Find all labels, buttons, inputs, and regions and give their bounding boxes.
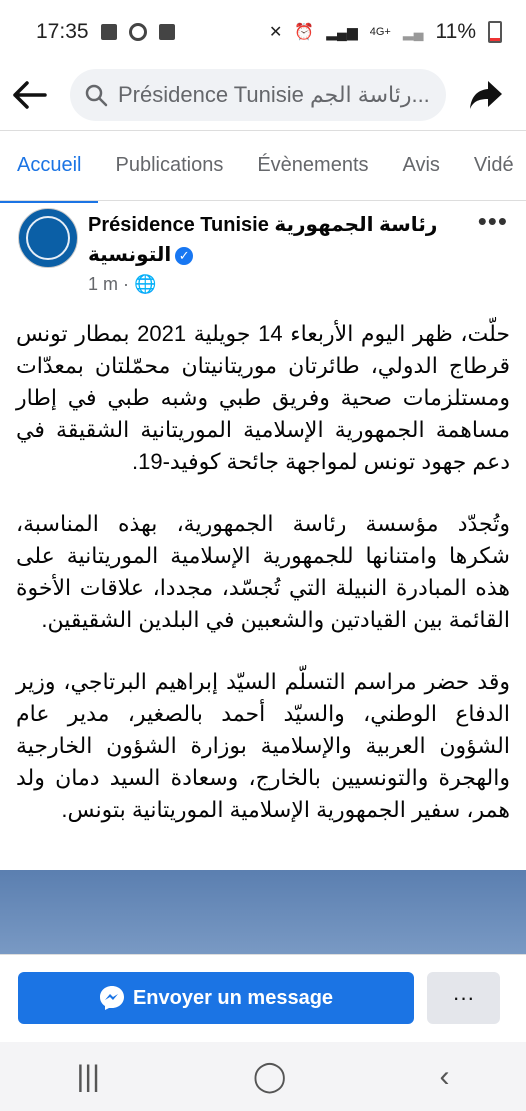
page-name-line2: التونسية xyxy=(88,244,172,266)
back-arrow-icon[interactable] xyxy=(0,81,60,109)
post-paragraph: حلّت، ظهر اليوم الأربعاء 14 جويلية 2021 بمطار تونس قرطاج الدولي، طائرتان موريتانيتان محمّلتان بمعدّات ومستلزمات صحية وفريق طبي وشبه طبي في إطار مساهمة الجمهورية الإسلامية الموريتانية الشقيقة في دعم جهود تونس لمواجهة جائحة كوفيد-19. xyxy=(16,321,510,474)
search-input[interactable] xyxy=(70,69,446,121)
send-message-label: Envoyer un message xyxy=(132,986,334,1009)
gallery-icon xyxy=(101,24,117,40)
signal2-icon: ▂▄ xyxy=(402,23,424,40)
post-header xyxy=(18,206,508,306)
action-footer xyxy=(0,954,526,1043)
post-paragraph: وقد حضر مراسم التسلّم السيّد إبراهيم البرتاجي، وزير الدفاع الوطني، والسيّد أحمد بالصغير، مدير عام الشؤون العربية والإسلامية بوزارة الشؤون الخارجية والهجرة والتونسيين بالخارج، وسعادة السيد دمان ولد همر، سفير الجمهورية الإسلامية الموريتانية بتونس. xyxy=(16,669,510,822)
search-text: Présidence Tunisie رئاسة الجم... xyxy=(118,82,430,107)
post-meta: 1 m · 🌐 xyxy=(88,274,157,294)
system-nav-bar xyxy=(0,1042,526,1111)
home-icon[interactable]: ◯ xyxy=(252,1060,287,1093)
status-time: 17:35 xyxy=(36,20,89,43)
share-icon[interactable] xyxy=(446,79,526,111)
avatar[interactable] xyxy=(18,208,78,268)
signal-icon: ▂▄▆ xyxy=(326,23,358,40)
battery-icon xyxy=(488,21,502,43)
post-paragraph: وتُجدّد مؤسسة رئاسة الجمهورية، بهذه المناسبة، شكرها وامتنانها للجمهورية الإسلامية الموريتانية على هذه المبادرة النبيلة التي تُجسّد، مجددا، علاقات الأخوة القائمة بين القيادتين والشعبين في البلدين الشقيقين. xyxy=(16,511,510,632)
app-notification-icon xyxy=(159,24,175,40)
page-tabs xyxy=(0,140,526,200)
seal-logo xyxy=(26,216,70,260)
tab-publications[interactable]: Publications xyxy=(115,154,224,176)
mute-icon: ✕ xyxy=(268,24,283,41)
tabs-divider xyxy=(0,200,526,201)
recent-apps-icon[interactable]: ||| xyxy=(76,1059,100,1093)
tab-videos[interactable]: Vidé xyxy=(473,154,514,176)
search-icon xyxy=(84,83,108,107)
tab-evenements[interactable]: Évènements xyxy=(257,154,369,176)
post-photo[interactable] xyxy=(0,870,526,960)
network-type: 4G+ xyxy=(369,26,391,38)
header-divider xyxy=(0,130,526,131)
status-bar xyxy=(0,0,526,64)
back-nav-icon[interactable]: ‹ xyxy=(439,1059,450,1093)
messenger-icon xyxy=(99,985,125,1011)
post-options-icon[interactable]: ••• xyxy=(477,206,508,236)
page-name-line1: Présidence Tunisie رئاسة الجمهورية xyxy=(88,214,438,236)
top-bar xyxy=(0,64,526,126)
battery-level: 11% xyxy=(435,20,476,43)
post-time: 1 m xyxy=(88,274,119,294)
page-name[interactable] xyxy=(88,210,458,270)
alarm-icon: ⏰ xyxy=(294,24,315,41)
globe-icon: 🌐 xyxy=(134,274,157,294)
verified-badge-icon: ✓ xyxy=(175,247,193,265)
tab-avis[interactable]: Avis xyxy=(402,154,440,176)
tab-accueil[interactable]: Accueil xyxy=(0,140,98,203)
more-button[interactable]: ··· xyxy=(427,972,500,1024)
post-body xyxy=(16,318,510,856)
sync-icon xyxy=(129,23,147,41)
send-message-button[interactable] xyxy=(18,972,414,1024)
